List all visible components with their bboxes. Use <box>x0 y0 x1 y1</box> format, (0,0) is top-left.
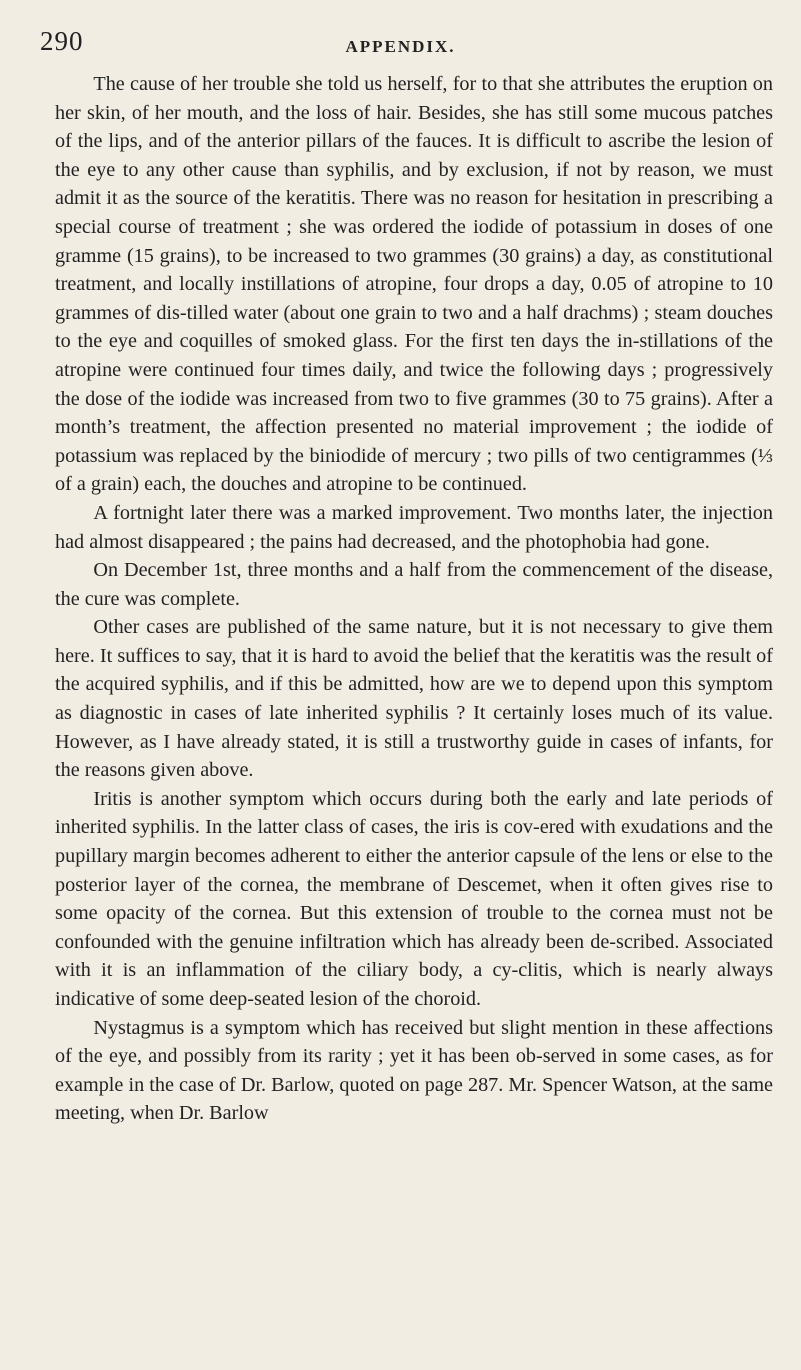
paragraph: Iritis is another symptom which occurs during both the early and late periods of inherited syphilis. In the latter class of cases, the iris is cov-ered with exudations and the pupillary margin becomes adherent to either the anterior capsule of the lens or else to the posterior layer of the cornea, the membrane of Descemet, when it often gives rise to some opacity of the cornea. But this extension of trouble to the cornea must not be confounded with the genuine infiltration which has already been de-scribed. Associated with it is an inflammation of the ciliary body, a cy-clitis, which is nearly always indicative of some deep-seated lesion of the choroid. <box>55 787 773 1010</box>
paragraph: A fortnight later there was a marked improvement. Two months later, the injection had almost disappeared ; the pains had decreased, and the photophobia had gone. <box>55 501 773 553</box>
running-head: APPENDIX. <box>345 37 456 56</box>
page-header <box>40 22 761 62</box>
paragraph: On December 1st, three months and a half from the commencement of the disease, the cure was complete. <box>55 559 773 610</box>
page-number: 290 <box>40 26 84 56</box>
paragraph: The cause of her trouble she told us herself, for to that she attributes the eruption on her skin, of her mouth, and the loss of hair. Besides, she has still some mucous patches of the lips, and of the anterior pillars of the fauces. It is difficult to ascribe the lesion of the eye to any other cause than syphilis, and by exclusion, if not by reason, we must admit it as the source of the keratitis. There was no reason for hesitation in prescribing a special course of treatment ; she was ordered the iodide of potassium in doses of one gramme (15 grains), to be increased to two grammes (30 grains) a day, as constitutional treatment, and locally instillations of atropine, four drops a day, 0.05 of atropine to 10 grammes of dis-tilled water (about one grain to two and a half drachms) ; steam douches to the eye and coquilles of smoked glass. For the first ten days the in-stillations of the atropine were continued four times daily, and twice the following days ; progressively the dose of the iodide was increased from two to five grammes (30 to 75 grains). After a month’s treatment, the affection presented no material improvement ; the iodide of potassium was replaced by the biniodide of mercury ; two pills of two centigrammes (⅓ of a grain) each, the douches and atropine to be continued. <box>55 73 773 496</box>
paragraph: Nystagmus is a symptom which has received but slight mention in these affections of the eye, and possibly from its rarity ; yet it has been ob-served in some cases, as for example in the case of Dr. Barlow, quoted on page 287. Mr. Spencer Watson, at the same meeting, when Dr. Barlow <box>55 1016 773 1125</box>
body-text <box>55 70 773 1128</box>
paragraph: Other cases are published of the same nature, but it is not necessary to give them here. It suffices to say, that it is hard to avoid the belief that the keratitis was the result of the acquired syphilis, and if this be admitted, how are we to depend upon this symptom as diagnostic in cases of late inherited syphilis ? It certainly loses much of its value. However, as I have already stated, it is still a trustworthy guide in cases of infants, for the reasons given above. <box>55 616 773 782</box>
